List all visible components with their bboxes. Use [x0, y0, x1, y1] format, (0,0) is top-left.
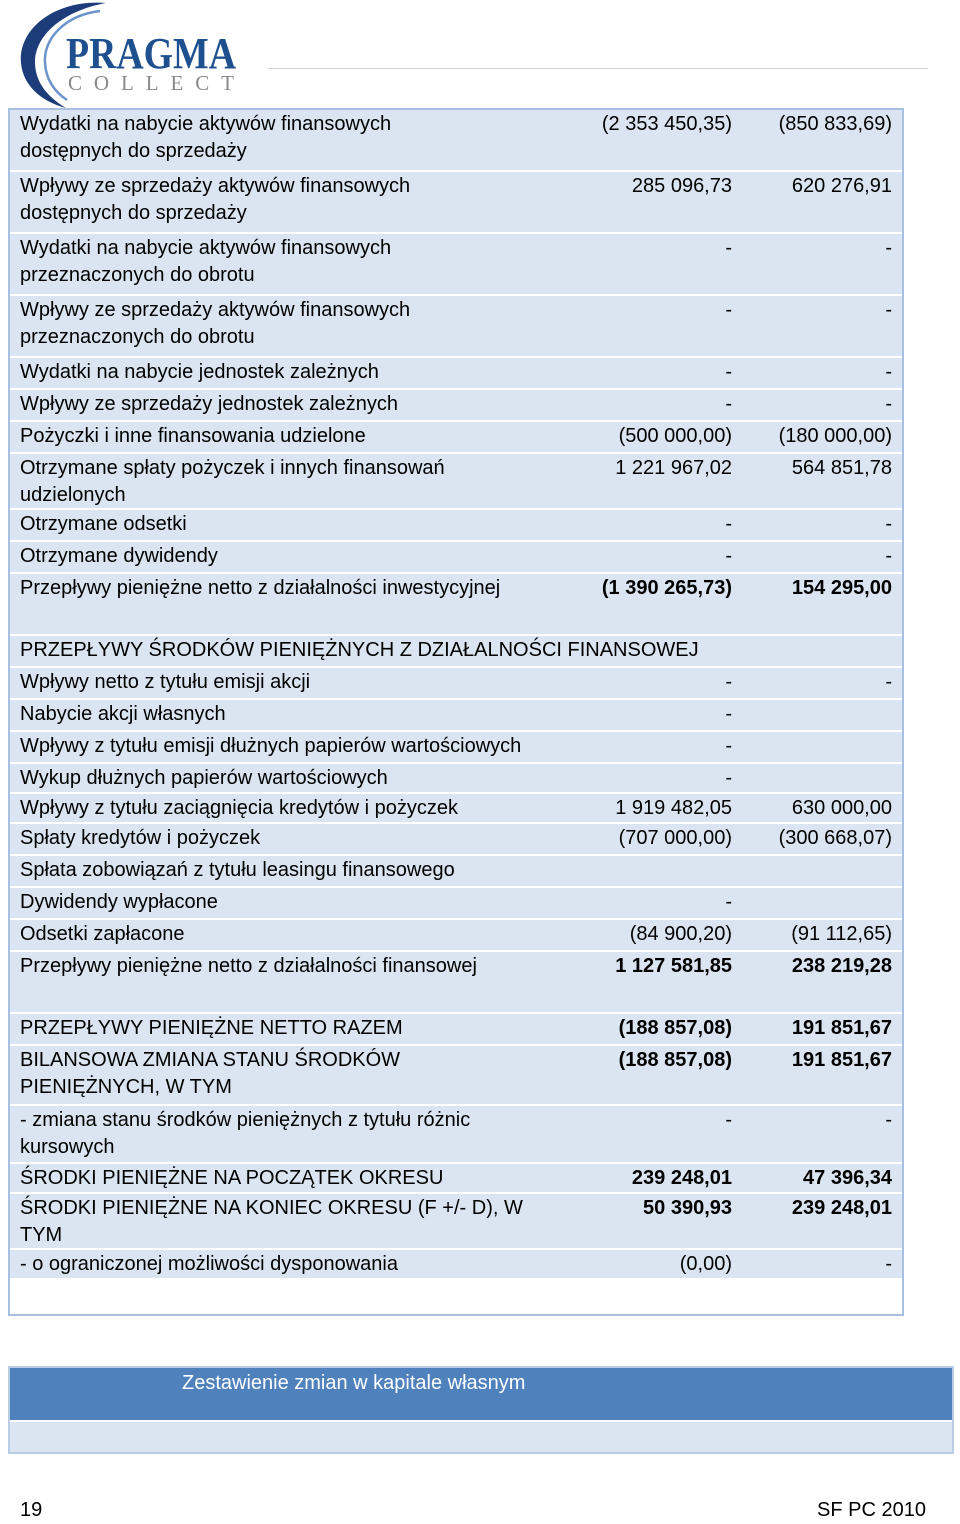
cash-flow-total-row — [10, 1014, 902, 1046]
cash-flow-row — [10, 732, 902, 764]
value-column-1: - — [725, 703, 732, 725]
row-label: Spłaty kredytów i pożyczek — [20, 827, 261, 849]
value-column-2: (300 668,07) — [778, 827, 892, 849]
value-column-1: 1 127 581,85 — [615, 955, 732, 977]
cash-flow-row — [10, 510, 902, 542]
value-column-2: (91 112,65) — [791, 923, 892, 945]
value-column-1: (500 000,00) — [618, 425, 732, 447]
cash-flow-row — [10, 856, 902, 888]
value-column-2: - — [885, 671, 892, 693]
value-column-2: - — [885, 1109, 892, 1131]
value-column-1: (2 353 450,35) — [601, 113, 732, 135]
value-column-1: (188 857,08) — [618, 1049, 732, 1071]
value-column-1: 1 221 967,02 — [615, 457, 732, 479]
empty-row — [10, 1280, 902, 1314]
row-label: PRZEPŁYWY PIENIĘŻNE NETTO RAZEM — [20, 1017, 403, 1039]
value-column-2: (180 000,00) — [778, 425, 892, 447]
value-column-1: 285 096,73 — [631, 175, 732, 197]
value-column-1: (707 000,00) — [618, 827, 732, 849]
page-number: 19 — [20, 1499, 43, 1521]
row-label: Przepływy pieniężne netto z działalności inwestycyjnej — [20, 577, 501, 599]
cash-flow-table — [8, 108, 904, 1316]
cash-flow-row — [10, 172, 902, 234]
row-label: Wpływy z tytułu zaciągnięcia kredytów i pożyczek — [20, 797, 458, 819]
row-label: BILANSOWA ZMIANA STANU ŚRODKÓW PIENIĘŻNYCH, W TYM — [20, 1049, 401, 1098]
row-label: Otrzymane dywidendy — [20, 545, 218, 567]
value-column-2: - — [885, 513, 892, 535]
row-label: Wpływy ze sprzedaży aktywów finansowych przeznaczonych do obrotu — [20, 299, 411, 348]
section-heading: PRZEPŁYWY ŚRODKÓW PIENIĘŻNYCH Z DZIAŁALNOŚCI FINANSOWEJ — [20, 639, 699, 661]
value-column-1: 50 390,93 — [643, 1197, 732, 1219]
section-header-band — [10, 1368, 952, 1420]
section-box — [8, 1366, 954, 1454]
value-column-1: (188 857,08) — [618, 1017, 732, 1039]
cash-flow-row — [10, 454, 902, 510]
logo-sub-text: COLLECT — [68, 71, 234, 95]
cash-flow-row — [10, 422, 902, 454]
row-label: Otrzymane spłaty pożyczek i innych finansowań udzielonych — [20, 457, 445, 506]
value-column-2: - — [885, 237, 892, 259]
cash-flow-row — [10, 794, 902, 824]
value-column-1: - — [725, 513, 732, 535]
cash-flow-total-row — [10, 574, 902, 636]
value-column-2: - — [885, 299, 892, 321]
section-heading-row — [10, 636, 902, 668]
document-id: SF PC 2010 — [817, 1499, 926, 1521]
value-column-1: - — [725, 361, 732, 383]
value-column-2: 630 000,00 — [791, 797, 892, 819]
value-column-2: 154 295,00 — [791, 577, 892, 599]
value-column-2 — [742, 856, 902, 886]
value-column-1: 1 919 482,05 — [615, 797, 732, 819]
cash-flow-row — [10, 824, 902, 856]
row-label: Nabycie akcji własnych — [20, 703, 226, 725]
row-label: Otrzymane odsetki — [20, 513, 187, 535]
row-label: Przepływy pieniężne netto z działalności finansowej — [20, 955, 477, 977]
value-column-1: (84 900,20) — [629, 923, 732, 945]
cash-flow-total-row — [10, 1046, 902, 1106]
cash-flow-row — [10, 110, 902, 172]
cash-flow-row — [10, 358, 902, 390]
row-label: Wydatki na nabycie aktywów finansowych dostępnych do sprzedaży — [20, 113, 392, 162]
value-column-1: - — [725, 393, 732, 415]
cash-flow-row — [10, 296, 902, 358]
value-column-2: 239 248,01 — [791, 1197, 892, 1219]
row-label: Wpływy ze sprzedaży jednostek zależnych — [20, 393, 398, 415]
section-subband — [10, 1422, 952, 1452]
value-column-1: (1 390 265,73) — [601, 577, 732, 599]
cash-flow-total-row — [10, 952, 902, 1014]
row-label: Wpływy z tytułu emisji dłużnych papierów wartościowych — [20, 735, 522, 757]
value-column-1: - — [725, 299, 732, 321]
cash-flow-row — [10, 764, 902, 794]
cash-flow-row — [10, 390, 902, 422]
cash-flow-row — [10, 234, 902, 296]
value-column-2 — [742, 700, 902, 730]
value-column-2: (850 833,69) — [778, 113, 892, 135]
value-column-1: (0,00) — [679, 1253, 732, 1275]
row-label: Wydatki na nabycie jednostek zależnych — [20, 361, 379, 383]
value-column-1: - — [725, 891, 732, 913]
value-column-2: 564 851,78 — [791, 457, 892, 479]
value-column-2: - — [885, 545, 892, 567]
row-label: - zmiana stanu środków pieniężnych z tytułu różnic kursowych — [20, 1109, 471, 1158]
row-label: Dywidendy wypłacone — [20, 891, 218, 913]
value-column-2: 191 851,67 — [791, 1049, 892, 1071]
cash-flow-row — [10, 1106, 902, 1164]
row-label: ŚRODKI PIENIĘŻNE NA POCZĄTEK OKRESU — [20, 1167, 444, 1189]
cash-flow-row — [10, 542, 902, 574]
cash-flow-row — [10, 888, 902, 920]
value-column-1: - — [725, 545, 732, 567]
value-column-1: - — [725, 237, 732, 259]
value-column-2: 620 276,91 — [791, 175, 892, 197]
row-label: - o ograniczonej możliwości dysponowania — [20, 1253, 398, 1275]
value-column-2 — [742, 732, 902, 762]
value-column-2 — [742, 888, 902, 918]
header-rule — [268, 68, 928, 69]
row-label: Wpływy ze sprzedaży aktywów finansowych dostępnych do sprzedaży — [20, 175, 411, 224]
row-label: Wpływy netto z tytułu emisji akcji — [20, 671, 311, 693]
row-label: Wykup dłużnych papierów wartościowych — [20, 767, 388, 789]
row-label: Wydatki na nabycie aktywów finansowych przeznaczonych do obrotu — [20, 237, 392, 286]
cash-flow-total-row — [10, 1194, 902, 1250]
value-column-1: - — [725, 767, 732, 789]
cash-flow-row — [10, 700, 902, 732]
section-title: Zestawienie zmian w kapitale własnym — [182, 1372, 526, 1394]
value-column-2: - — [885, 393, 892, 415]
cash-flow-total-row — [10, 1164, 902, 1194]
value-column-1: - — [725, 1109, 732, 1131]
value-column-1: - — [725, 671, 732, 693]
value-column-2: - — [885, 361, 892, 383]
cash-flow-row — [10, 920, 902, 952]
cash-flow-row — [10, 1250, 902, 1280]
value-column-1: 239 248,01 — [631, 1167, 732, 1189]
row-label: ŚRODKI PIENIĘŻNE NA KONIEC OKRESU (F +/- D), W TYM — [20, 1197, 523, 1246]
value-column-2 — [742, 764, 902, 792]
value-column-2: 47 396,34 — [803, 1167, 892, 1189]
pragma-collect-logo — [0, 0, 260, 108]
value-column-2: 191 851,67 — [791, 1017, 892, 1039]
value-column-1: - — [725, 735, 732, 757]
cash-flow-row — [10, 668, 902, 700]
value-column-1 — [582, 856, 742, 886]
row-label: Pożyczki i inne finansowania udzielone — [20, 425, 366, 447]
value-column-2: - — [885, 1253, 892, 1275]
value-column-2: 238 219,28 — [791, 955, 892, 977]
logo-brand-text: PRAGMA — [66, 29, 237, 78]
row-label: Odsetki zapłacone — [20, 923, 185, 945]
row-label: Spłata zobowiązań z tytułu leasingu finansowego — [20, 859, 455, 881]
